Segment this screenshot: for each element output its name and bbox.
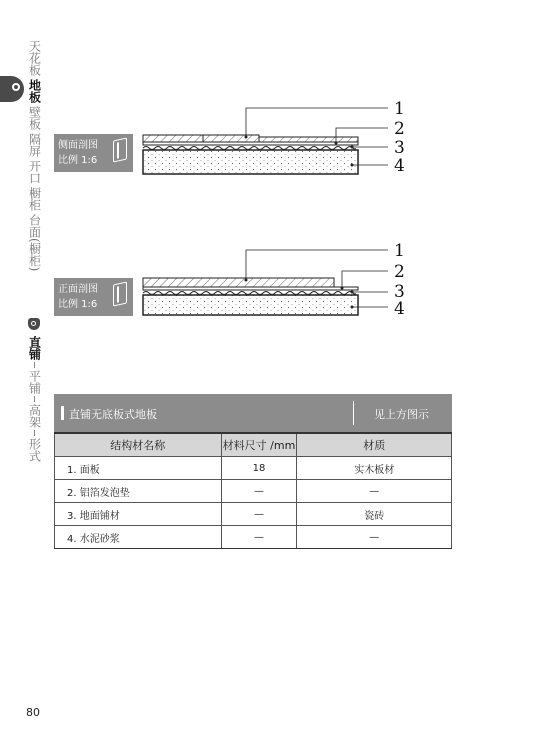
column-header: 结构材名称: [55, 433, 222, 457]
leader-line: [246, 250, 388, 280]
table-header-row: [55, 433, 452, 457]
nav-category-countertop[interactable]: 台面(橱柜): [27, 214, 42, 272]
nav-category-wall-panel[interactable]: 壁板: [27, 106, 42, 130]
material-size: 18: [221, 457, 297, 480]
title-accent-bar: [61, 406, 64, 420]
front-foam-pad: [143, 287, 358, 290]
nav-divider: [34, 362, 35, 368]
side-section-drawing: [0, 90, 536, 190]
table-row: [55, 526, 452, 549]
material-type: 实木板材: [297, 457, 452, 480]
callout-4: 4: [394, 299, 405, 319]
side-tile-layer: [143, 147, 355, 150]
side-section-title: 侧面剖图: [58, 140, 98, 151]
table-header-bar: [54, 394, 452, 432]
side-panel-board: [203, 135, 259, 142]
front-panel-board: [143, 278, 334, 287]
callout-4: 4: [394, 156, 405, 176]
nav-category-opening[interactable]: 开口: [27, 160, 42, 184]
side-foam-pad: [143, 142, 358, 145]
header-divider: [353, 401, 354, 425]
column-header: 材质: [297, 433, 452, 457]
nav-category-partition[interactable]: 隔屏: [27, 133, 42, 157]
callout-3: 3: [394, 282, 405, 302]
material-size: —: [221, 503, 297, 526]
callout-1: 1: [394, 241, 405, 261]
table-title: 直铺无底板式地板: [69, 408, 157, 421]
nav-divider: [34, 430, 35, 436]
leader-dot: [351, 306, 354, 309]
materials-table: [54, 432, 452, 549]
front-mortar-layer: [143, 295, 358, 315]
leader-dot: [351, 291, 354, 294]
material-name: 2. 铝箔发泡垫: [55, 480, 222, 503]
leader-dot: [341, 287, 344, 290]
material-size: —: [221, 480, 297, 503]
nav-divider: [34, 396, 35, 402]
nav-category-floor[interactable]: 地板: [27, 79, 42, 103]
callout-3: 3: [394, 138, 405, 158]
side-section-scale: 比例 1:6: [58, 155, 98, 166]
material-type: —: [297, 526, 452, 549]
leader-dot: [245, 136, 248, 139]
front-tile-layer: [143, 292, 355, 295]
nav-method-direct[interactable]: 直铺: [27, 336, 42, 360]
leader-dot: [245, 279, 248, 282]
material-name: 1. 面板: [55, 457, 222, 480]
leader-dot: [351, 164, 354, 167]
nav-method-raised[interactable]: 高架: [27, 404, 42, 428]
material-name: 4. 水泥砂浆: [55, 526, 222, 549]
material-size: —: [221, 526, 297, 549]
leader-line: [342, 271, 388, 288]
side-panel-board: [143, 135, 203, 142]
table-row: [55, 457, 452, 480]
side-panel-board: [259, 137, 358, 142]
nav-category-ceiling[interactable]: 天花板: [27, 40, 42, 76]
method-nav: [24, 318, 44, 462]
side-mortar-layer: [143, 150, 358, 174]
callout-2: 2: [394, 262, 405, 282]
page-number: 80: [26, 706, 40, 719]
front-section-drawing: [0, 234, 536, 334]
nav-category-cabinet[interactable]: 橱柜: [27, 187, 42, 211]
material-type: 瓷砖: [297, 503, 452, 526]
column-header: 材料尺寸 /mm: [221, 433, 297, 457]
callout-2: 2: [394, 119, 405, 139]
leader-dot: [335, 142, 338, 145]
leader-line: [246, 108, 388, 137]
table-note: 见上方图示: [374, 408, 429, 421]
front-section-title: 正面剖图: [58, 284, 98, 295]
nav-method-flat[interactable]: 平铺: [27, 370, 42, 394]
table-row: [55, 503, 452, 526]
material-type: —: [297, 480, 452, 503]
callout-1: 1: [394, 99, 405, 119]
leader-dot: [351, 146, 354, 149]
material-name: 3. 地面铺材: [55, 503, 222, 526]
table-row: [55, 480, 452, 503]
front-section-scale: 比例 1:6: [58, 299, 98, 310]
nav-method-form[interactable]: 形式: [27, 438, 42, 462]
